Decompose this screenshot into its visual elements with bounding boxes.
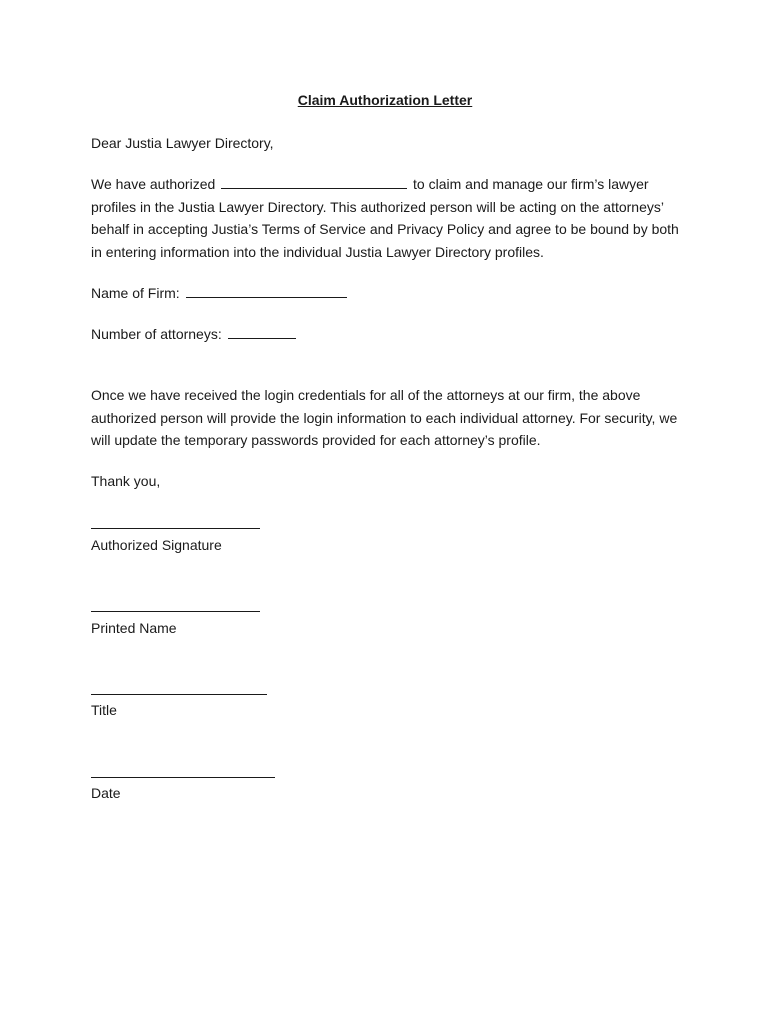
paragraph-1-line-3: behalf in accepting Justia’s Terms of Service and Privacy Policy and agree to be bound by both bbox=[91, 221, 679, 237]
paragraph-1-line-2: profiles in the Justia Lawyer Directory. This authorized person will be acting on the attorneys’ bbox=[91, 198, 664, 215]
attorneys-label: Number of attorneys: bbox=[91, 326, 222, 342]
printed-name-label: Printed Name bbox=[91, 620, 177, 636]
attorneys-row bbox=[91, 323, 296, 346]
title-label: Title bbox=[91, 702, 117, 718]
salutation: Dear Justia Lawyer Directory, bbox=[91, 135, 274, 151]
authorized-person-blank[interactable] bbox=[221, 176, 407, 189]
paragraph-2-line-2: authorized person will provide the login information to each individual attorney. For security, we bbox=[91, 409, 678, 426]
attorneys-count-blank[interactable] bbox=[228, 326, 296, 339]
signature-label: Authorized Signature bbox=[91, 537, 222, 553]
paragraph-1-line-1 bbox=[91, 173, 649, 196]
paragraph-1-line-4: in entering information into the individual Justia Lawyer Directory profiles. bbox=[91, 243, 544, 260]
authorized-suffix: to claim and manage our firm’s lawyer bbox=[413, 176, 649, 192]
title-line[interactable] bbox=[91, 694, 267, 695]
date-line[interactable] bbox=[91, 777, 275, 778]
date-label: Date bbox=[91, 785, 121, 801]
firm-name-row bbox=[91, 282, 347, 305]
signature-line[interactable] bbox=[91, 528, 260, 529]
authorized-prefix: We have authorized bbox=[91, 176, 216, 192]
firm-name-blank[interactable] bbox=[186, 285, 347, 298]
closing: Thank you, bbox=[91, 473, 161, 489]
firm-name-label: Name of Firm: bbox=[91, 285, 180, 301]
printed-name-line[interactable] bbox=[91, 611, 260, 612]
document-title: Claim Authorization Letter bbox=[297, 92, 473, 108]
paragraph-2-line-1: Once we have received the login credentials for all of the attorneys at our firm, the above bbox=[91, 387, 641, 403]
paragraph-2-line-3: will update the temporary passwords provided for each attorney’s profile. bbox=[91, 432, 541, 448]
